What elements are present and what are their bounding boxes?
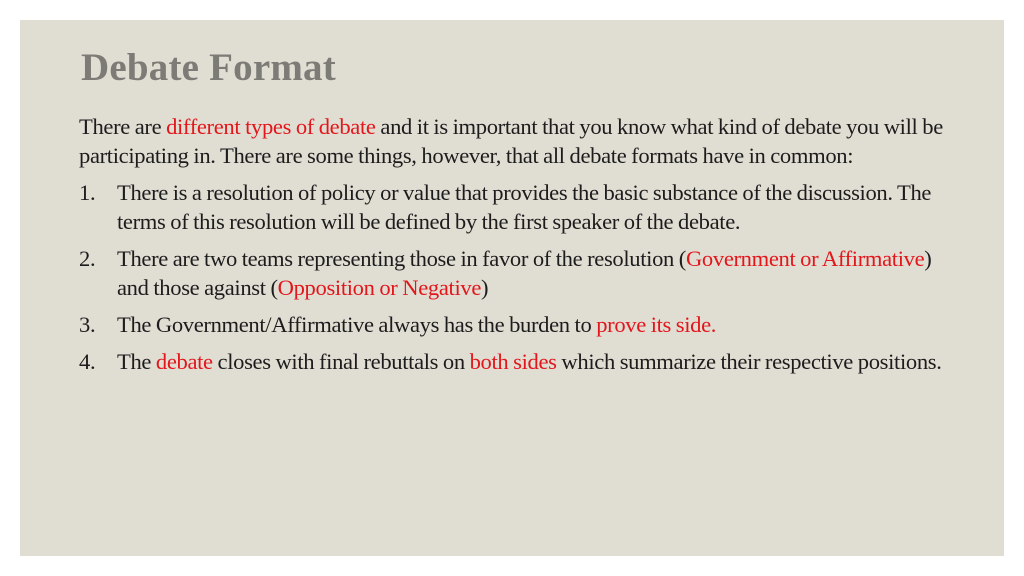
list-item-text: There are two teams representing those in favor of the resolution ( — [117, 246, 686, 271]
list-item-text: The Government/Affirmative always has the burden to — [117, 312, 597, 337]
slide-body — [79, 112, 949, 384]
list-number: 1. — [79, 180, 96, 205]
list-number: 3. — [79, 312, 96, 337]
list-item-highlight: Government or Affirmative — [685, 246, 925, 271]
list-item — [79, 178, 949, 236]
list-item-text: ) and those against ( — [117, 246, 932, 300]
intro-text: There are — [79, 114, 167, 139]
intro-paragraph — [79, 112, 949, 170]
list-item-highlight: debate — [155, 349, 213, 374]
slide — [20, 20, 1004, 556]
list-item — [79, 347, 949, 376]
list-item-text: The — [117, 349, 156, 374]
list-item-highlight: Opposition or Negative — [277, 275, 482, 300]
intro-highlight: different types of debate — [166, 114, 376, 139]
list-item-text: ) — [481, 275, 489, 300]
slide-title: Debate Format — [81, 46, 336, 89]
list-item-text: which summarize their respective positions. — [556, 349, 942, 374]
list-item — [79, 244, 949, 302]
list-number: 2. — [79, 246, 96, 271]
list-number: 4. — [79, 349, 96, 374]
list-item-highlight: prove its side. — [596, 312, 717, 337]
list-item-text: closes with final rebuttals on — [212, 349, 470, 374]
list-item — [79, 310, 949, 339]
numbered-list — [79, 178, 949, 376]
list-item-highlight: both sides — [469, 349, 557, 374]
intro-text: and it is important that you know what kind of debate you will be participating in. There are some things, however, that all debate formats have in common: — [79, 114, 943, 168]
list-item-text: There is a resolution of policy or value that provides the basic substance of the discussion. The terms of this resolution will be defined by the first speaker of the debate. — [117, 180, 932, 234]
